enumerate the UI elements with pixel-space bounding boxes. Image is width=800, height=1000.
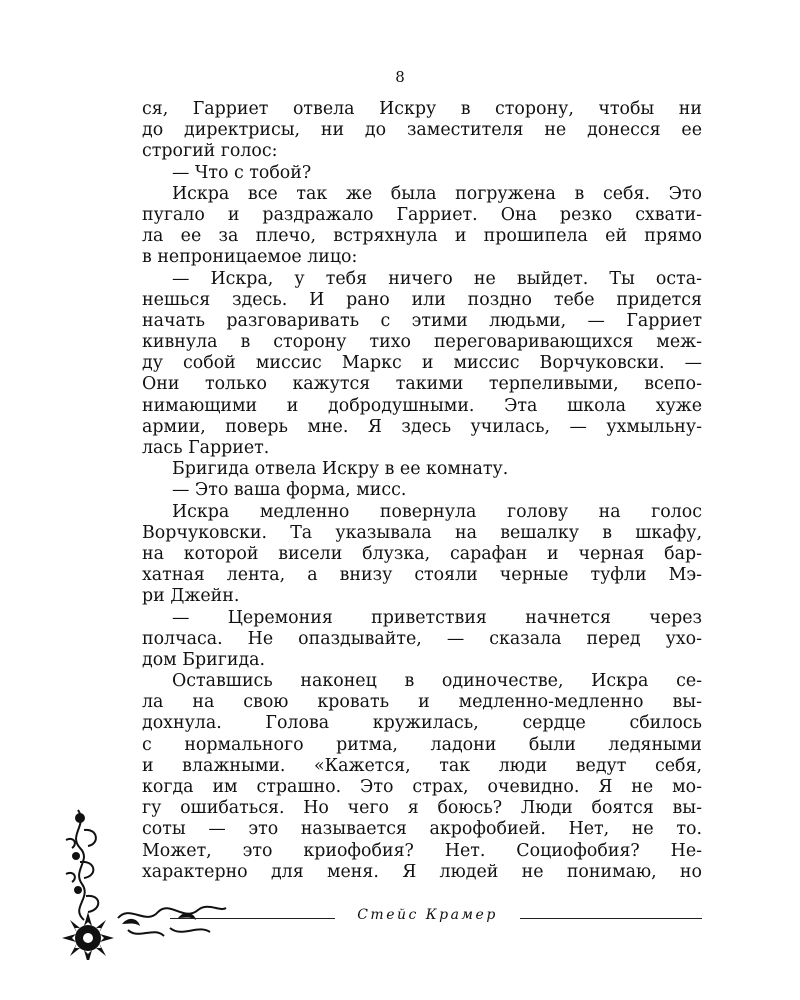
- text-line: строгий голос:: [142, 141, 278, 162]
- page-number: 8: [395, 68, 405, 86]
- text-line: армии, поверь мне. Я здесь училась, — ухмыльну-: [142, 416, 702, 437]
- text-line: — Это ваша форма, мисс.: [172, 480, 407, 501]
- text-line: — Что с тобой?: [172, 162, 312, 183]
- text-line: дохнула. Голова кружилась, сердце сбилось: [142, 713, 702, 734]
- text-line: хатная лента, а внизу стояли черные туфли Мэ-: [142, 565, 702, 586]
- text-line: и влажными. «Кажется, так люди ведут себя,: [142, 755, 702, 776]
- floral-ornament-icon: [58, 800, 228, 960]
- text-line: Они только кажутся такими терпеливыми, всепо-: [142, 374, 702, 395]
- text-line: Может, это криофобия? Нет. Социофобия? Не-: [142, 840, 702, 861]
- footer-book-title: Стейс Крамер: [357, 907, 498, 923]
- text-line: полчаса. Не опаздывайте, — сказала перед ухо-: [142, 628, 702, 649]
- text-line: Искра медленно повернула голову на голос: [172, 501, 702, 522]
- text-line: гу ошибаться. Но чего я боюсь? Люди боятся вы-: [142, 798, 702, 819]
- text-line: ла ее за плечо, встряхнула и прошипела ей прямо: [142, 226, 702, 247]
- text-line: Искра все так же была погружена в себя. Это: [172, 183, 702, 204]
- text-line: когда им страшно. Это страх, очевидно. Я не мо-: [142, 777, 702, 797]
- text-line: — Церемония приветствия начнется через: [172, 607, 702, 628]
- text-line: до директрисы, ни до заместителя не донесся ее: [142, 120, 702, 141]
- text-line: Бригида отвела Искру в ее комнату.: [172, 459, 509, 480]
- text-line: дом Бригида.: [142, 649, 266, 670]
- footer-rule-right: [520, 918, 702, 919]
- text-line: — Искра, у тебя ничего не выйдет. Ты оста-: [172, 268, 702, 289]
- text-line: ду собой миссис Маркс и миссис Ворчуковски. —: [142, 353, 702, 374]
- text-line: характерно для меня. Я людей не понимаю, но: [142, 861, 702, 882]
- text-line: кивнула в сторону тихо переговаривающихся меж-: [142, 332, 702, 353]
- body-text: [142, 99, 702, 883]
- text-line: пугало и раздражало Гарриет. Она резко схвати-: [142, 204, 702, 225]
- footer-rule-left: [170, 918, 335, 919]
- text-line: соты — это называется акрофобией. Нет, не то.: [142, 819, 702, 840]
- text-line: с нормального ритма, ладони были ледяными: [142, 734, 702, 755]
- text-line: в непроницаемое лицо:: [142, 247, 358, 268]
- text-line: Оставшись наконец в одиночестве, Искра се-: [172, 671, 702, 692]
- text-line: ри Джейн.: [142, 586, 240, 607]
- text-line: на которой висели блузка, сарафан и черная бар-: [142, 543, 702, 564]
- text-line: ся, Гарриет отвела Искру в сторону, чтобы ни: [142, 99, 702, 119]
- text-line: начать разговаривать с этими людьми, — Гарриет: [142, 310, 702, 331]
- text-line: лась Гарриет.: [142, 438, 270, 458]
- text-line: нимающими и добродушными. Эта школа хуже: [142, 395, 702, 416]
- text-line: Ворчуковски. Та указывала на вешалку в шкафу,: [142, 522, 702, 543]
- text-line: нешься здесь. И рано или поздно тебе придется: [142, 289, 702, 310]
- text-line: ла на свою кровать и медленно-медленно вы-: [142, 692, 702, 713]
